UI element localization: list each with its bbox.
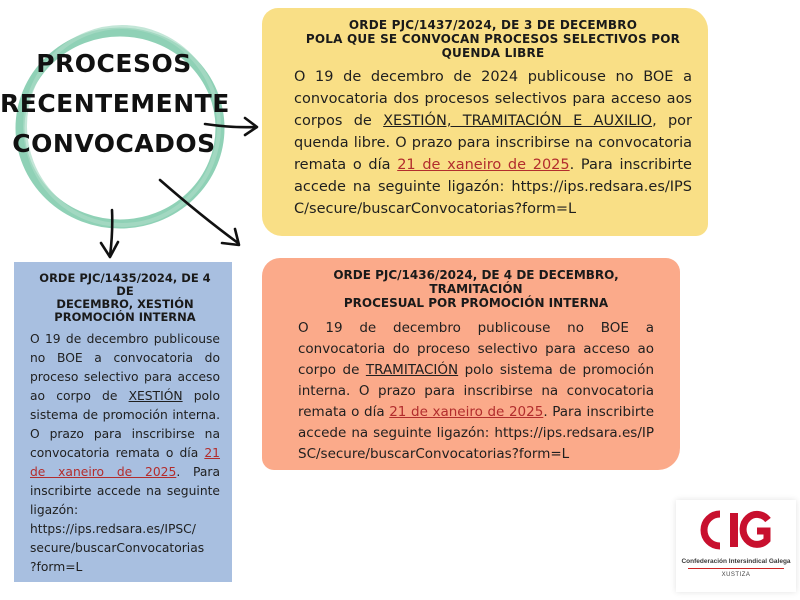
- heading-line-1: ORDE PJC/1435/2024, DE 4 DE: [39, 271, 211, 298]
- card-tramitacion-promocion: [262, 258, 680, 470]
- card-quenda-libre: [262, 8, 708, 236]
- card-heading: [298, 268, 654, 310]
- heading-line-2: DECEMBRO, XESTIÓN: [56, 297, 194, 311]
- body-text: publicouse no BOE a convocatoria dos procesos selectivos para acceso aos corpos de: [294, 69, 692, 129]
- body-text: O 19 de decembro publicouse no BOE a convocatoria do proceso selectivo para acceso ao corpo de: [298, 320, 654, 378]
- heading-line-3: PROMOCIÓN INTERNA: [54, 310, 196, 324]
- year-text: 2024: [481, 69, 519, 85]
- corps-names: XESTIÓN, TRAMITACIÓN E AUXILIO: [383, 113, 653, 129]
- title-line-1: PROCESOS: [36, 49, 192, 78]
- corps-name: TRAMITACIÓN: [365, 362, 459, 378]
- deadline-date: 21 de xaneiro de 2025: [397, 157, 570, 173]
- heading-line-1: ORDE PJC/1436/2024, DE 4 DE DECEMBRO, TRAMITACIÓN: [333, 268, 619, 296]
- heading-line-1: ORDE PJC/1437/2024, DE 3 DE DECEMBRO: [348, 18, 638, 32]
- logo-name: Confederación Intersindical Galega: [681, 558, 791, 565]
- logo-divider: [688, 568, 784, 569]
- body-text: O 19 de decembro publicouse no BOE a convocatoria do proceso selectivo para acceso ao corpo de: [30, 332, 220, 403]
- title-line-2: RECENTEMENTE: [0, 89, 230, 118]
- card-xestion-promocion: [14, 262, 232, 582]
- body-text: . Para inscribirte accede na seguinte ligazón:: [298, 404, 654, 441]
- title-line-3: CONVOCADOS: [12, 129, 216, 158]
- heading-line-3: QUENDA LIBRE: [441, 46, 545, 60]
- heading-line-2: PROCESUAL POR PROMOCIÓN INTERNA: [343, 296, 609, 310]
- body-text: . Para inscribirte accede na seguinte ligazón:: [294, 157, 692, 195]
- card-heading: [30, 272, 220, 324]
- card-body: [298, 318, 654, 465]
- card-body: [30, 330, 220, 577]
- registration-link[interactable]: [30, 522, 204, 574]
- registration-link[interactable]: https://ips.redsara.es/IPSC/secure/buscarConvocatorias?form=L: [294, 179, 692, 217]
- deadline-date: 21 de xaneiro de 2025: [30, 446, 220, 479]
- body-text: . Para inscribirte accede na seguinte ligazón:: [30, 465, 220, 517]
- link-part: https://ips.redsara.es/IPSC/: [30, 522, 196, 536]
- cig-logo: [676, 500, 796, 592]
- body-text: O 19 de decembro de: [294, 69, 482, 85]
- cig-logo-mark: [696, 504, 776, 556]
- card-heading: [294, 18, 692, 60]
- deadline-date: 21 de xaneiro de 2025: [389, 404, 544, 420]
- logo-subtitle: XUSTIZA: [721, 572, 751, 578]
- body-text: polo sistema de promoción interna. O prazo para inscribirse na convocatoria remata o día: [298, 362, 654, 420]
- heading-line-2: POLA QUE SE CONVOCAN PROCESOS SELECTIVOS POR: [305, 32, 681, 46]
- link-part: secure/buscarConvocatorias: [30, 541, 205, 555]
- page-title: [0, 44, 228, 164]
- corps-name: XESTIÓN: [128, 389, 183, 403]
- card-body: [294, 66, 692, 220]
- registration-link[interactable]: https://ips.redsara.es/IPSC/secure/buscarConvocatorias?form=L: [298, 425, 654, 462]
- body-text: , por quenda libre. O prazo para inscribirse na convocatoria remata o día: [294, 113, 692, 173]
- link-part: ?form=L: [30, 560, 83, 574]
- body-text: polo sistema de promoción interna. O prazo para inscribirse na convocatoria remata o día: [30, 389, 220, 460]
